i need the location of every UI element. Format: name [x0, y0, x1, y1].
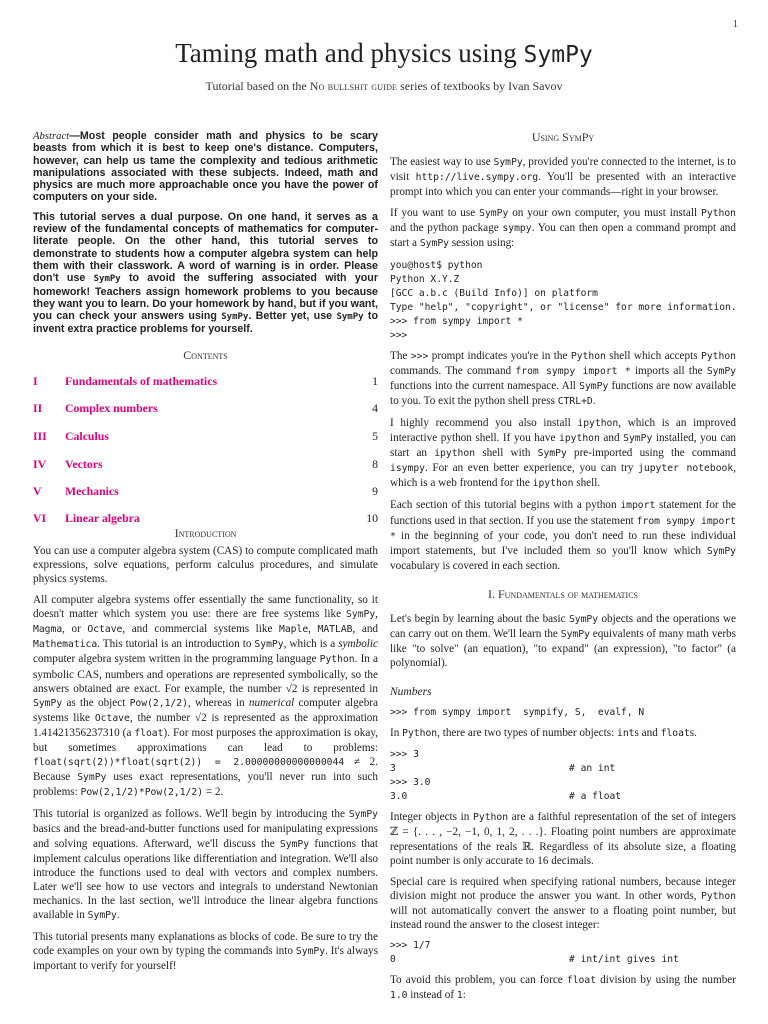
abstract-paragraph-1: Abstract—Most people consider math and physics to be scary beasts from which it is best to keep one's distance. Computers, however, can help us tame the complexity and tedious arithmetic manipulations associated with these subjects. Indeed, math and physics are much more approachable once you have the power of computers on your side. [33, 130, 378, 204]
paper-subtitle: Tutorial based on the No bullshit guide series of textbooks by Ivan Savov [205, 79, 563, 93]
using-paragraph-4: I highly recommend you also install ipython, which is an improved interactive python shell. If you have ipython and SymPy installed, you can start an ipython shell with SymPy pre-imported using the command isympy. For an even better experience, you can try jupyter notebook, which is a web frontend for the ipython shell. [390, 416, 736, 490]
using-sympy-heading: Using SymPy [531, 130, 595, 144]
right-column [390, 130, 736, 1010]
intro-paragraph-4: This tutorial presents many explanations as blocks of code. Be sure to try the code examples on your own by typing the commands into SymPy. It's always important to verify for yourself! [33, 931, 378, 973]
left-column [33, 130, 378, 980]
using-paragraph-5: Each section of this tutorial begins with a python import statement for the functions used in that section. If you use the statement from sympy import * in the beginning of your code, you don't need to run these individual import statements, but I've included them so you'll know which SymPy vocabulary is covered in each section. [390, 499, 737, 572]
using-paragraph-1: The easiest way to use SymPy, provided you're connected to the internet, is to visit http://live.sympy.org. You'll be presented with an interactive prompt into which you can enter your commands—right in your browser. [390, 156, 737, 199]
int-division-code: >>> 1/7 0 # int/int gives int [390, 940, 679, 966]
page-number: 1 [732, 18, 738, 30]
numbers-import-code: >>> from sympy import sympify, S, evalf, N [390, 707, 645, 719]
introduction-heading: Introduction [174, 525, 237, 540]
section-1-paragraph-1: Let's begin by learning about the basic SymPy objects and the operations we can carry out on them. We'll learn the SymPy equivalents of many math verbs like "to solve" (an equation), "to expand" (an expression), "to factor" (a polynomial). [390, 612, 737, 670]
abstract-paragraph-2: This tutorial serves a dual purpose. On one hand, it serves as a review of the fundamental concepts of mathematics for computer-literate people. On the other hand, this tutorial serves to demonstrate to students how a computer algebra system can help them with their classwork. A word of warning is in order. Please don't use SymPy to avoid the suffering associated with your homework! Teachers assign homework problems to you because they want you to learn. Do your homework by hand, but if you want, you can check your answers using SymPy. Better yet, use SymPy to invent extra practice problems for yourself. [33, 210, 378, 336]
intro-paragraph-3: This tutorial is organized as follows. We'll begin by introducing the SymPy basics and the bread-and-butter functions used for manipulating expressions and solving equations. Afterward, we'll discuss the SymPy functions that implement calculus operations like differentiation and integration. We'll also introduce the functions used to deal with vectors and complex numbers. Later we'll see how to use vectors and integrals to understand Newtonian mechanics. In the last section, we'll introduce the linear algebra functions available in SymPy. [33, 808, 378, 921]
table-of-contents: Contents I Fundamentals of mathematics 1 II Complex numbers 4 III Calculus 5 IV Vectors 8 V Mechanics 9 VI Linear algebra 10 Introduction [33, 347, 378, 540]
contents-heading: Contents [183, 347, 228, 362]
int-float-code: >>> 3 3 # an int >>> 3.0 3.0 # a float [390, 749, 622, 803]
using-paragraph-2: If you want to use SymPy on your own computer, you must install Python and the python package sympy. You can then open a command prompt and start a SymPy session using: [390, 207, 736, 250]
using-paragraph-3: The >>> prompt indicates you're in the Python shell which accepts Python commands. The command from sympy import * imports all the SymPy functions into the current namespace. All SymPy functions are now available to you. To exit the python shell press CTRL+D. [390, 349, 736, 407]
section-1-paragraph-2: In Python, there are two types of number objects: ints and floats. [390, 727, 697, 740]
section-1-paragraph-3: Integer objects in Python are a faithful representation of the set of integers ℤ = {. . . , −2, −1, 0, 1, 2, . . .}. Floating point numbers are approximate representations of the reals ℝ. Regardless of its absolute size, a floating point number is only accurate to 16 decimals. [390, 811, 736, 867]
paper-title: Taming math and physics using SymPy [175, 38, 593, 68]
section-1-paragraph-4: Special care is required when specifying rational numbers, because integer division might not produce the answer you want. In other words, Python will not automatically convert the answer to a floating point number, but instead round the answer to the closest integer: [390, 875, 736, 931]
intro-paragraph-1: You can use a computer algebra system (CAS) to compute complicated math expressions, solve equations, perform calculus procedures, and simulate physics systems. [33, 544, 378, 585]
live-sympy-link[interactable]: http://live.sympy.org [415, 172, 539, 184]
section-1-paragraph-5: To avoid this problem, you can force float division by using the number 1.0 instead of 1: [390, 974, 737, 1002]
section-1-heading: I. Fundamentals of mathematics [487, 586, 639, 601]
python-session-code: you@host$ python Python X.Y.Z [GCC a.b.c (Build Info)] on platform Type "help", "copyright", or "license" for more information. >>> from sympy import * >>> [390, 259, 737, 341]
intro-paragraph-2: All computer algebra systems offer essentially the same functionality, so it doesn't matter which system you use: there are free systems like SymPy, Magma, or Octave, and commercial systems like Maple, MATLAB, and Mathematica. This tutorial is an introduction to SymPy, which is a symbolic computer algebra system written in the programming language Python. In a symbolic CAS, numbers and operations are represented symbolically, so the answers obtained are exact. For example, the number √2 is represented in SymPy as the object Pow(2,1/2), whereas in numerical computer algebra systems like Octave, the number √2 is represented as the approximation 1.41421356237310 (a float). For most purposes the approximation is okay, but sometimes approximations can lead to problems: float(sqrt(2))*float(sqrt(2)) = 2.00000000000000044 ≠ 2. Because SymPy uses exact representations, you'll never run into such problems: Pow(2,1/2)*Pow(2,1/2) = 2. [33, 594, 379, 799]
numbers-subheading: Numbers [390, 686, 432, 699]
